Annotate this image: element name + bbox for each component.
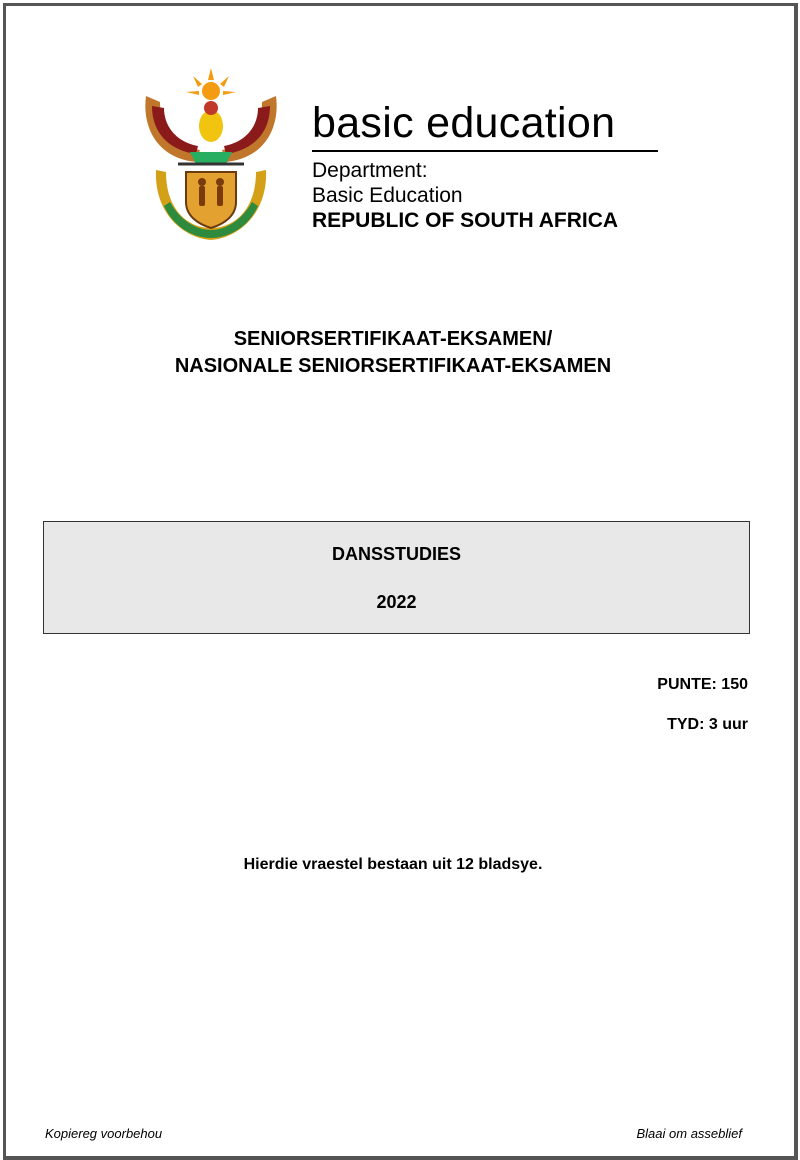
coat-of-arms-logo [138,66,284,244]
department-name: Basic Education [312,184,463,207]
brand-title: basic education [312,99,616,147]
exam-year: 2022 [376,592,417,612]
brand-divider [312,150,658,152]
subject-box [43,521,750,634]
time-allowed: TYD: 3 uur [667,716,748,733]
turn-over-note: Blaai om asseblief [636,1126,742,1141]
department-label: Department: [312,159,428,182]
country-name: REPUBLIC OF SOUTH AFRICA [312,209,619,232]
brand-block [312,98,662,233]
subject-title: DANSSTUDIES [331,544,461,564]
marks-total: PUNTE: 150 [657,676,748,693]
exam-title-block [0,326,786,380]
exam-title-line2: NASIONALE SENIORSERTIFIKAAT-EKSAMEN [174,355,612,377]
copyright-note: Kopiereg voorbehou [45,1126,163,1141]
exam-title-line1: SENIORSERTIFIKAAT-EKSAMEN/ [233,328,553,350]
page-count-note: Hierdie vraestel bestaan uit 12 bladsye. [243,856,543,873]
